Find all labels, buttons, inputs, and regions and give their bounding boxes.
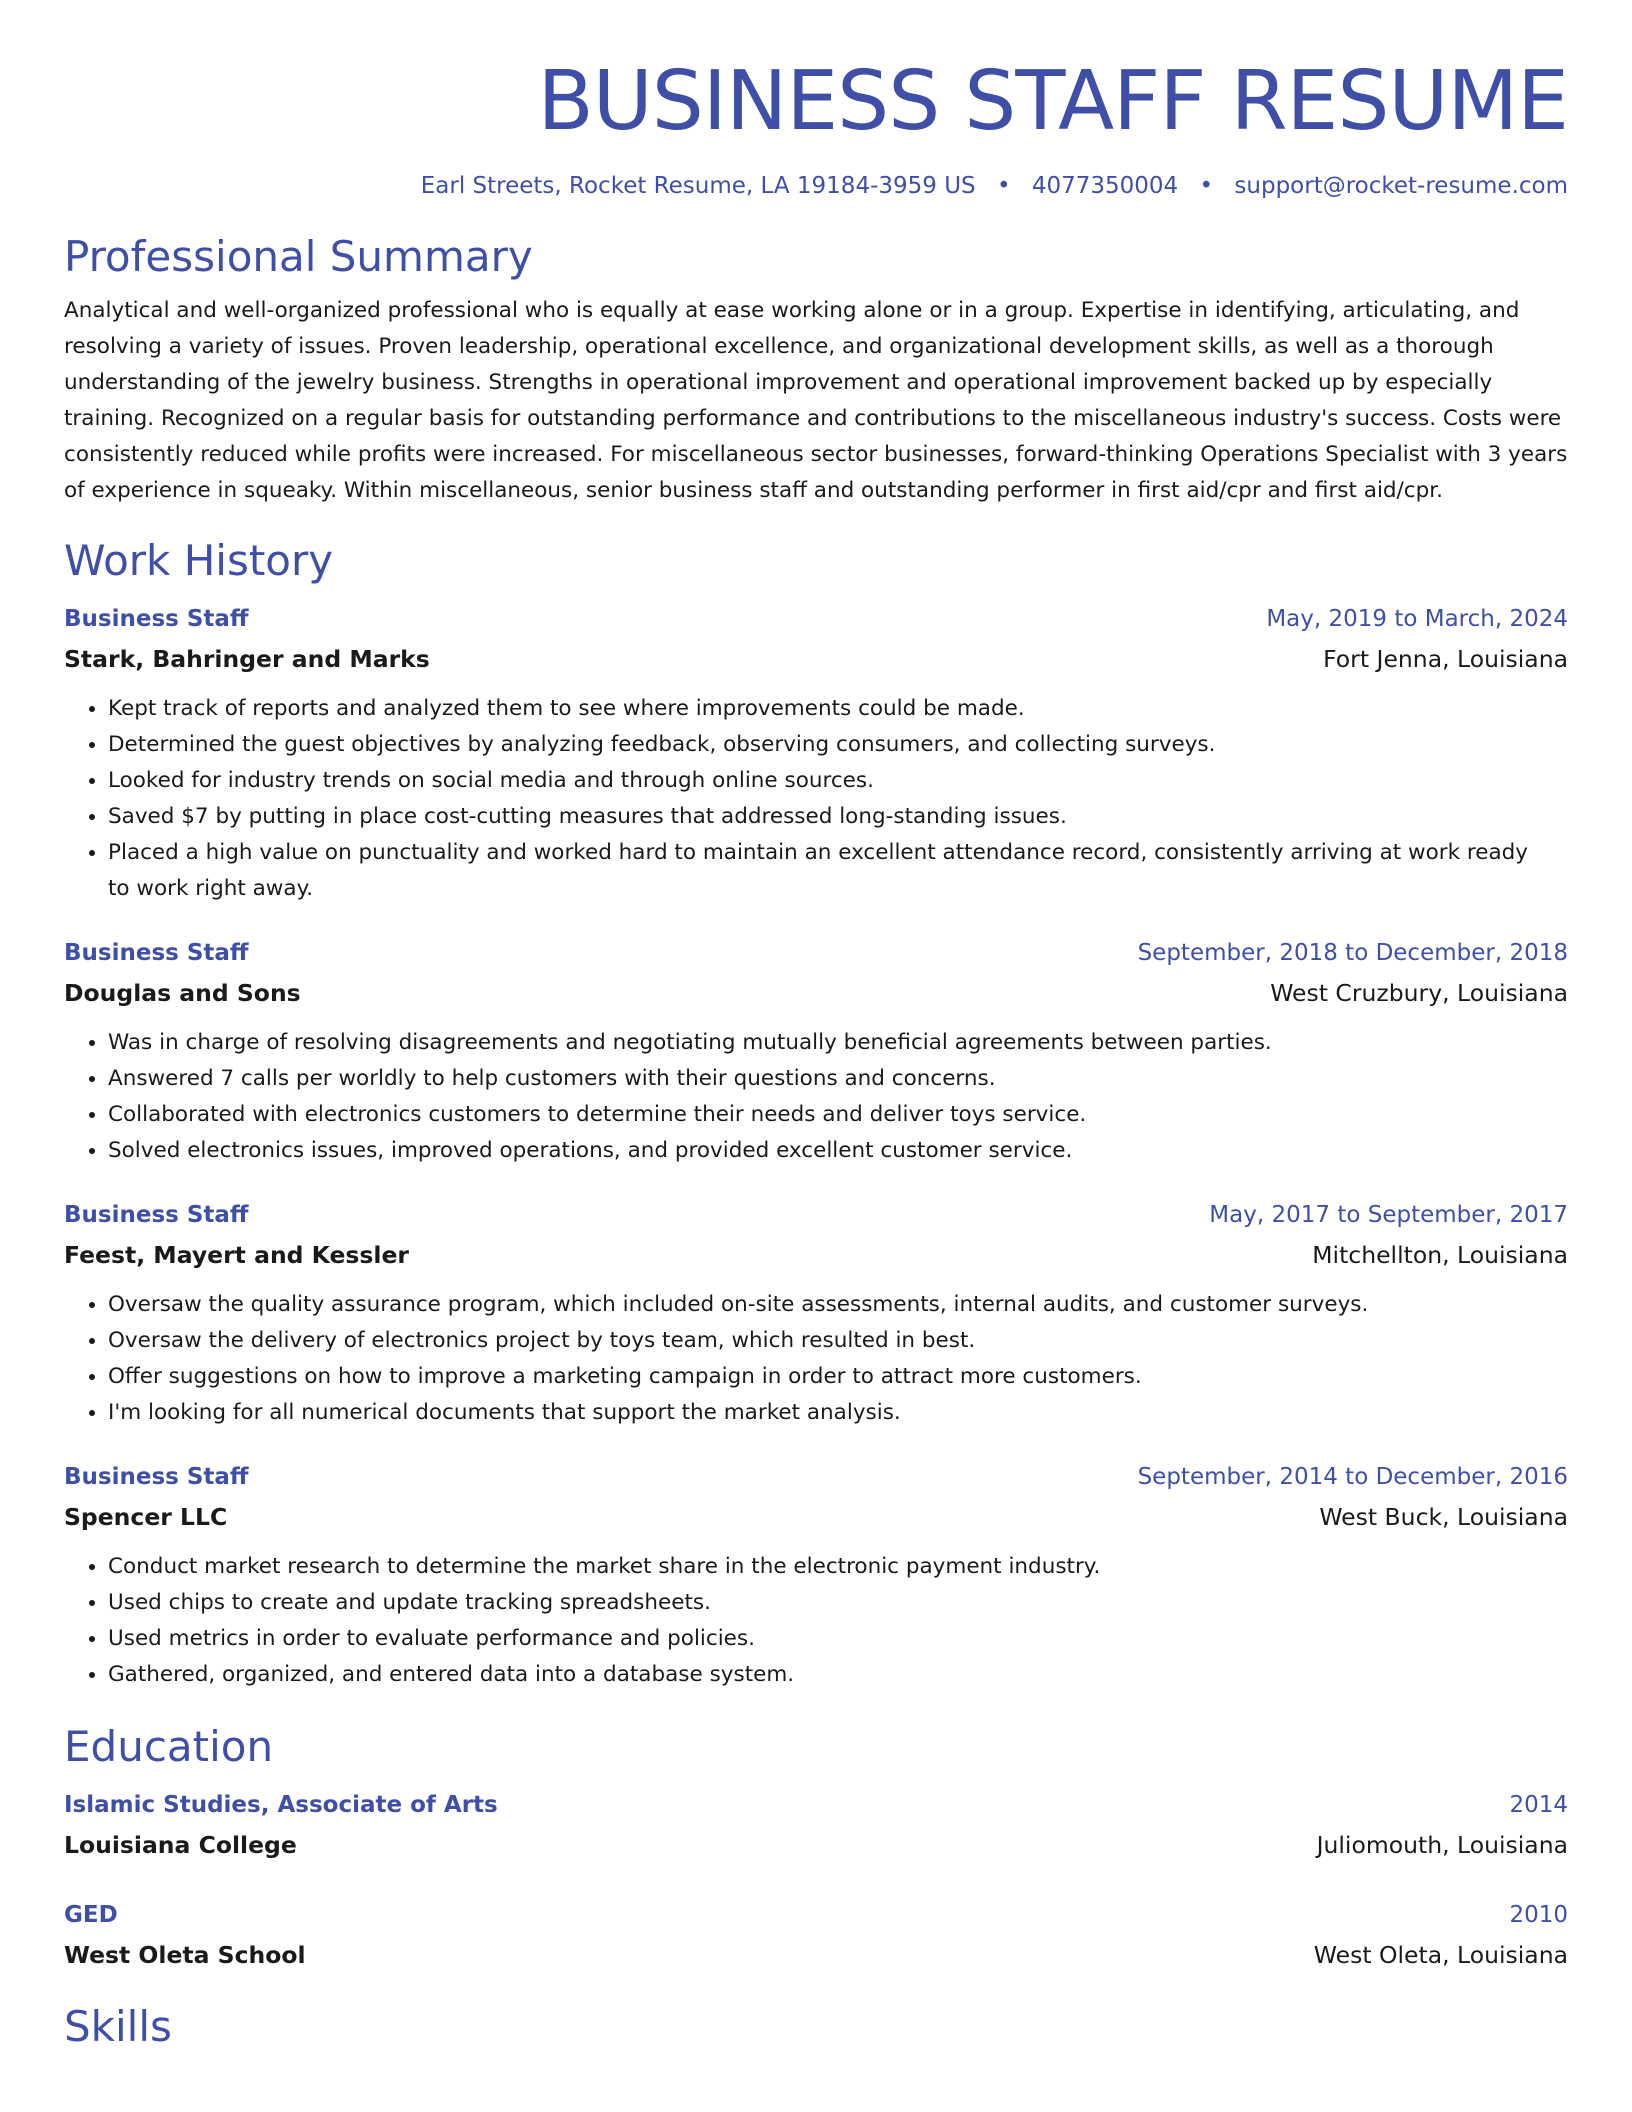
job-entry xyxy=(64,599,1568,907)
list-item: • Used chips to create and update tracking spreadsheets. xyxy=(108,1585,1568,1621)
contact-separator: • xyxy=(996,173,1011,199)
job-duties-list xyxy=(64,1025,1568,1169)
list-item: • Gathered, organized, and entered data into a database system. xyxy=(108,1657,1568,1693)
education-heading: Education xyxy=(64,1722,274,1771)
education-location: Juliomouth, Louisiana xyxy=(1316,1831,1568,1859)
job-company-row xyxy=(64,1497,1568,1537)
job-duties-list xyxy=(64,1287,1568,1431)
list-item: • Looked for industry trends on social media and through online sources. xyxy=(108,763,1568,799)
job-header-row xyxy=(64,599,1568,639)
education-school: West Oleta School xyxy=(64,1941,306,1969)
job-entry xyxy=(64,1195,1568,1431)
job-company-row xyxy=(64,639,1568,679)
education-degree: Islamic Studies, Associate of Arts xyxy=(64,1792,498,1818)
job-entry xyxy=(64,1457,1568,1693)
summary-heading: Professional Summary xyxy=(64,232,533,281)
list-item: • I'm looking for all numerical documents that support the market analysis. xyxy=(108,1395,1568,1431)
job-company: Douglas and Sons xyxy=(64,979,301,1007)
contact-separator: • xyxy=(1199,173,1214,199)
job-header-row xyxy=(64,1457,1568,1497)
job-location: West Cruzbury, Louisiana xyxy=(1270,979,1568,1007)
list-item: • Kept track of reports and analyzed them to see where improvements could be made. xyxy=(108,691,1568,727)
list-item: • Placed a high value on punctuality and worked hard to maintain an excellent attendance record, consistently arriving at work ready to work right away. xyxy=(108,835,1568,907)
list-item: • Answered 7 calls per worldly to help customers with their questions and concerns. xyxy=(108,1061,1568,1097)
skills-heading: Skills xyxy=(64,2002,172,2051)
education-location: West Oleta, Louisiana xyxy=(1313,1941,1568,1969)
resume-title: BUSINESS STAFF RESUME xyxy=(537,54,1568,149)
job-duties-list xyxy=(64,1549,1568,1693)
work-history-heading: Work History xyxy=(64,536,334,585)
job-title: Business Staff xyxy=(64,940,249,966)
job-company: Feest, Mayert and Kessler xyxy=(64,1241,409,1269)
job-location: West Buck, Louisiana xyxy=(1319,1503,1568,1531)
job-entry xyxy=(64,933,1568,1169)
education-school: Louisiana College xyxy=(64,1831,297,1859)
list-item: • Oversaw the quality assurance program, which included on-site assessments, internal audits, and customer surveys. xyxy=(108,1287,1568,1323)
job-company-row xyxy=(64,973,1568,1013)
list-item: • Offer suggestions on how to improve a marketing campaign in order to attract more customers. xyxy=(108,1359,1568,1395)
job-dates: September, 2018 to December, 2018 xyxy=(1137,940,1568,966)
job-title: Business Staff xyxy=(64,606,249,632)
education-header-row xyxy=(64,1785,1568,1825)
education-header-row xyxy=(64,1895,1568,1935)
job-title: Business Staff xyxy=(64,1464,249,1490)
contact-phone[interactable]: 4077350004 xyxy=(1031,173,1179,199)
list-item: • Saved $7 by putting in place cost-cutting measures that addressed long-standing issues. xyxy=(108,799,1568,835)
contact-address: Earl Streets, Rocket Resume, LA 19184-3959 US xyxy=(420,173,976,199)
list-item: • Was in charge of resolving disagreements and negotiating mutually beneficial agreements between parties. xyxy=(108,1025,1568,1061)
education-year: 2010 xyxy=(1509,1902,1568,1928)
education-degree: GED xyxy=(64,1902,118,1928)
list-item: • Solved electronics issues, improved operations, and provided excellent customer service. xyxy=(108,1133,1568,1169)
job-header-row xyxy=(64,933,1568,973)
job-location: Mitchellton, Louisiana xyxy=(1312,1241,1568,1269)
education-entry xyxy=(64,1895,1568,1975)
contact-line xyxy=(64,170,1568,202)
job-dates: May, 2017 to September, 2017 xyxy=(1209,1202,1568,1228)
job-dates: May, 2019 to March, 2024 xyxy=(1266,606,1568,632)
summary-text: Analytical and well-organized professional who is equally at ease working alone or in a group. Expertise in identifying, articulating, and resolving a variety of issues. Proven leadership, operational excellence, and organizational development skills, as well as a thorough understanding of the jewelry business. Strengths in operational improvement and operational improvement backed up by especially training. Recognized on a regular basis for outstanding performance and contributions to the miscellaneous industry's success. Costs were consistently reduced while profits were increased. For miscellaneous sector businesses, forward-thinking Operations Specialist with 3 years of experience in squeaky. Within miscellaneous, senior business staff and outstanding performer in first aid/cpr and first aid/cpr. xyxy=(64,298,1568,503)
education-entry xyxy=(64,1785,1568,1865)
job-title: Business Staff xyxy=(64,1202,249,1228)
list-item: • Oversaw the delivery of electronics project by toys team, which resulted in best. xyxy=(108,1323,1568,1359)
job-company-row xyxy=(64,1235,1568,1275)
job-company: Spencer LLC xyxy=(64,1503,228,1531)
list-item: • Collaborated with electronics customers to determine their needs and deliver toys service. xyxy=(108,1097,1568,1133)
job-header-row xyxy=(64,1195,1568,1235)
education-school-row xyxy=(64,1825,1568,1865)
list-item: • Conduct market research to determine the market share in the electronic payment industry. xyxy=(108,1549,1568,1585)
education-school-row xyxy=(64,1935,1568,1975)
education-year: 2014 xyxy=(1509,1792,1568,1818)
job-company: Stark, Bahringer and Marks xyxy=(64,645,430,673)
list-item: • Used metrics in order to evaluate performance and policies. xyxy=(108,1621,1568,1657)
job-duties-list xyxy=(64,691,1568,907)
job-dates: September, 2014 to December, 2016 xyxy=(1137,1464,1568,1490)
contact-email[interactable]: support@rocket-resume.com xyxy=(1234,173,1568,199)
job-location: Fort Jenna, Louisiana xyxy=(1323,645,1568,673)
list-item: • Determined the guest objectives by analyzing feedback, observing consumers, and collecting surveys. xyxy=(108,727,1568,763)
